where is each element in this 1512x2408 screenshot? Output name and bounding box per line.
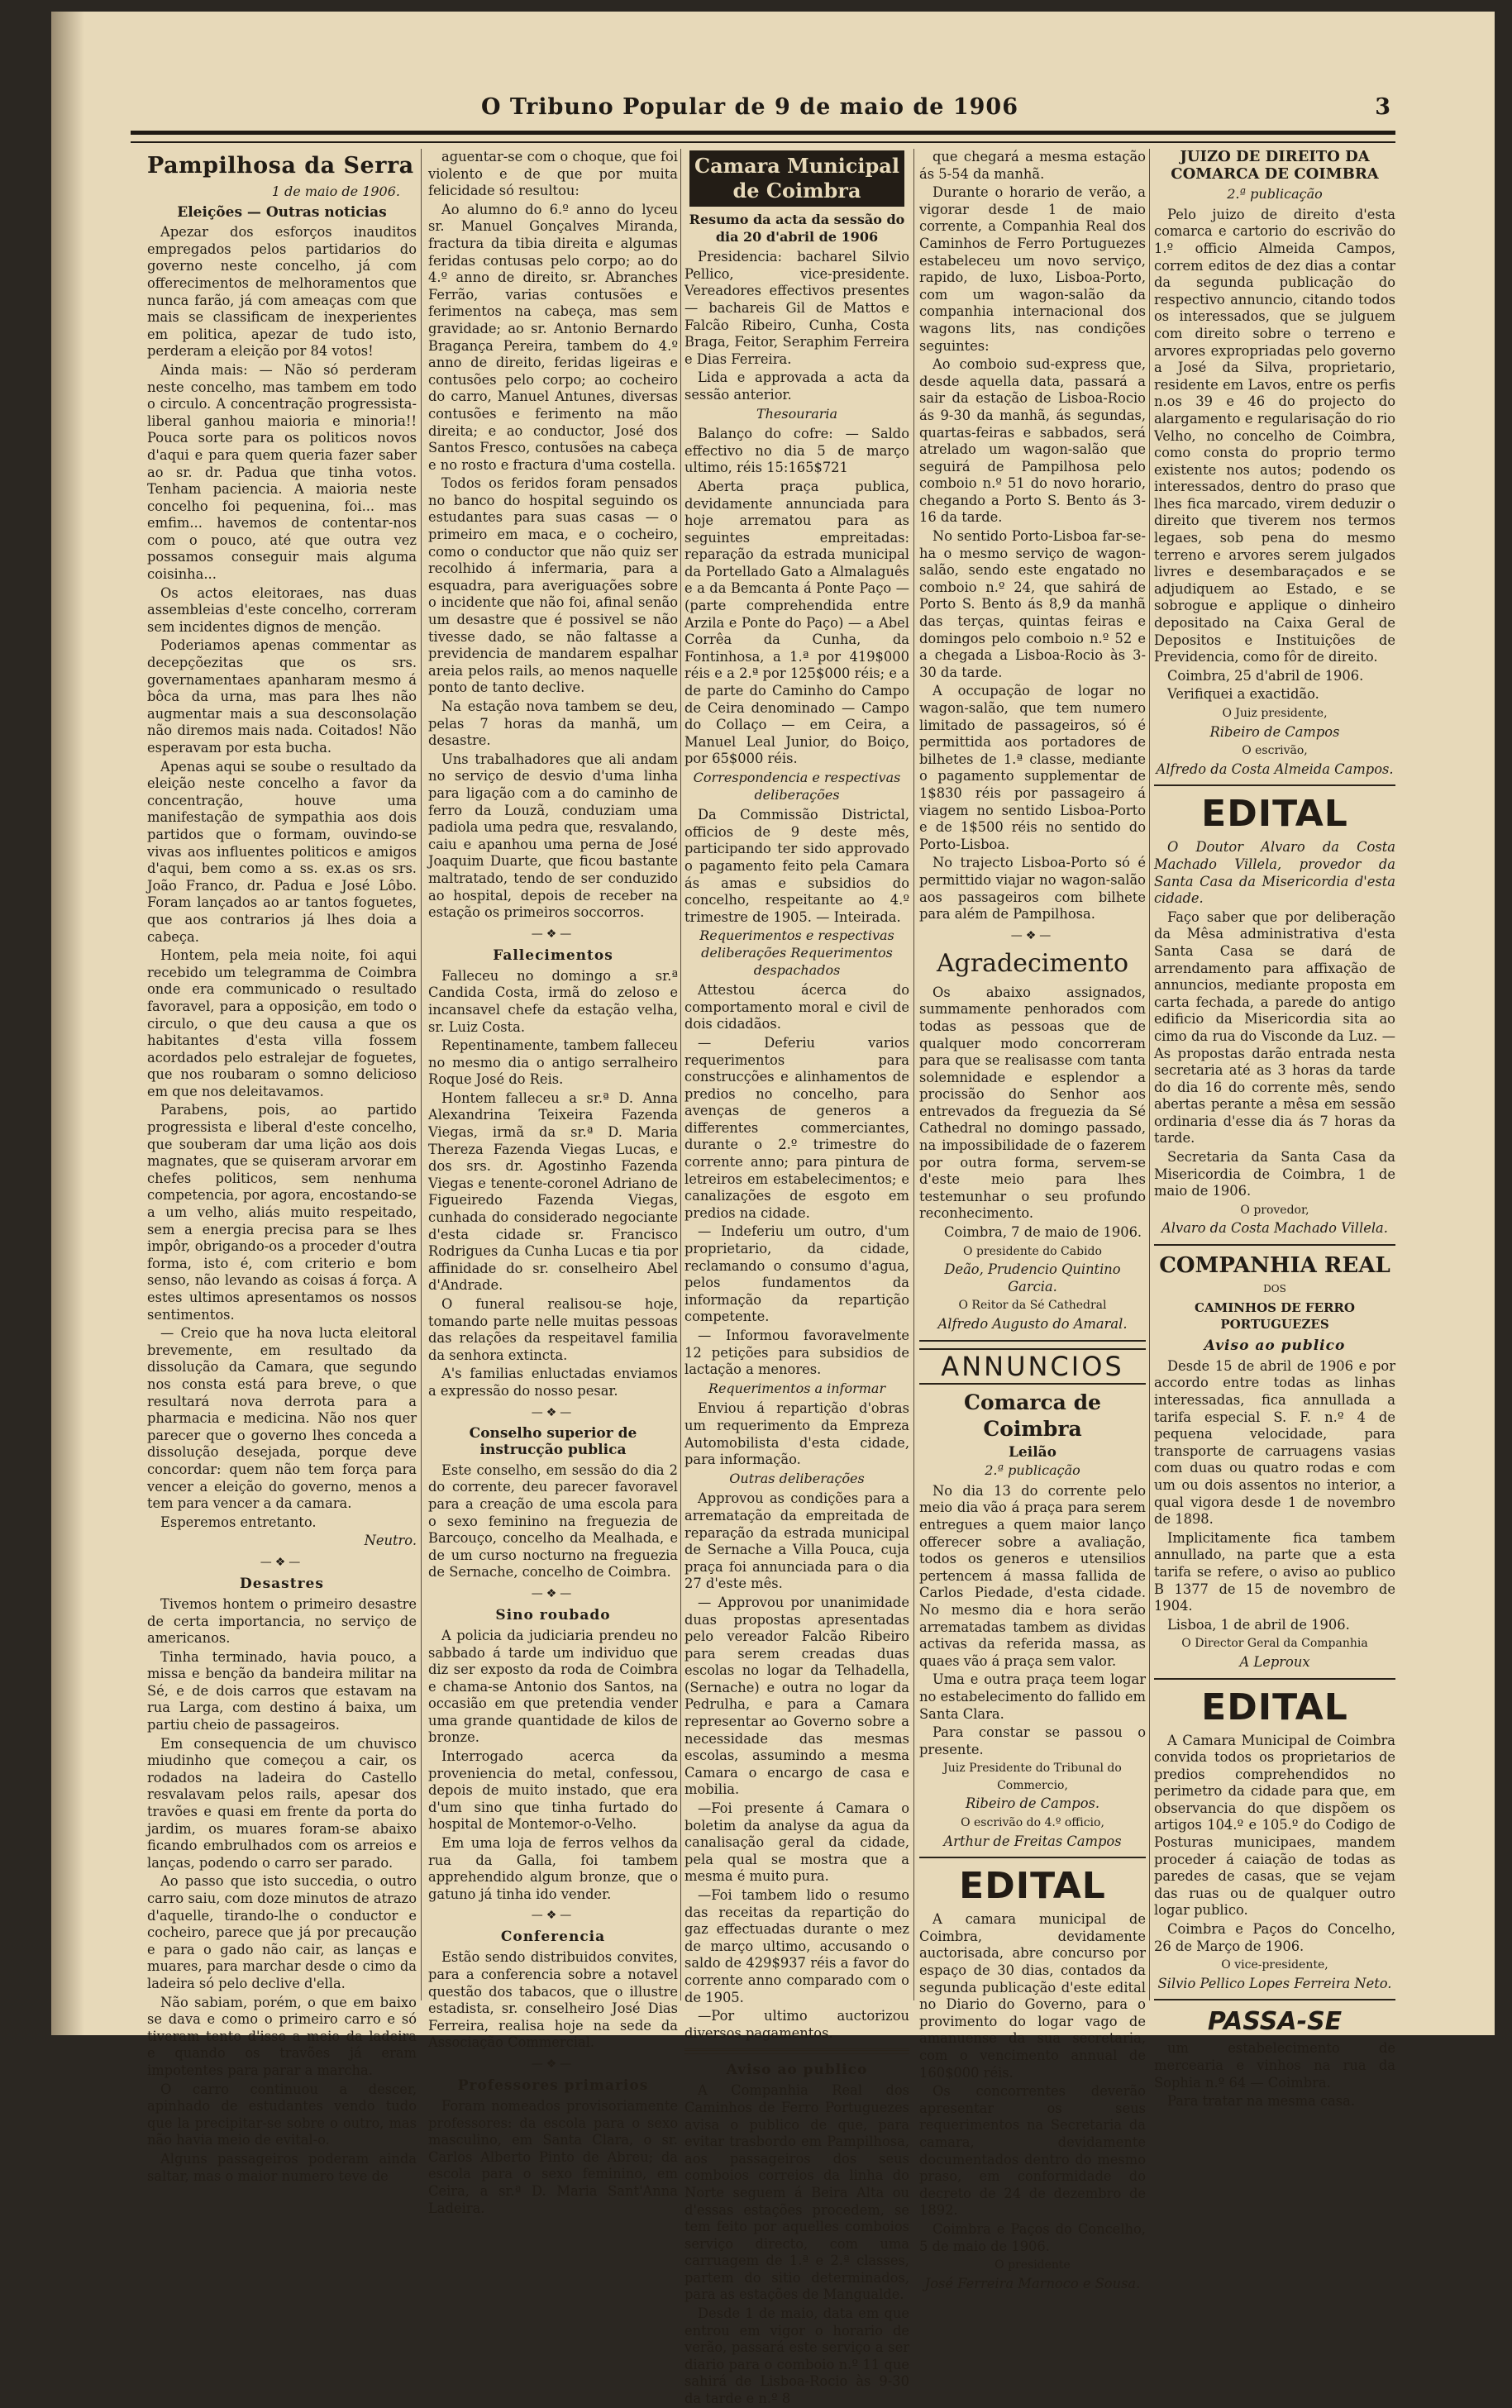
edital-title: EDITAL <box>959 1865 1106 1908</box>
paragraph: A Camara Municipal de Coimbra convida todos os proprietarios de predios comprehendidos no perimetro da cidade para que, em observancia do que dispõem os artigos 104.º e 105.º do Codigo de Posturas municipaes, mandem proceder á caiação de todas as paredes de casas, que se vejam das ruas ou de qualquer outro logar publico. <box>1154 1732 1395 1919</box>
passase-title: PASSA-SE <box>1207 2007 1343 2037</box>
paragraph: A Companhia Real dos Caminhos de Ferro Portuguezes avisa o publico de que, para evitar trasbordo em Pampilhosa, aos passageiros dos seus comboios correios da linha do Norte seguem á Beira Alta ou d'essas estações procedem, se tem feito por aquelles comboios serviço directo, com uma carruagem de 1.ª e 2.ª classes, partem do sitio determinados, para as estações de Mangualde. <box>684 2082 909 2303</box>
section-title-conselho: Conselho superior de instrucção publica <box>469 1424 637 1459</box>
section-rule <box>919 1340 1146 1342</box>
subsection-outras: Outras deliberações <box>729 1470 865 1486</box>
signature-role: Juiz Presidente do Tribunal do Commercio, <box>943 1762 1122 1792</box>
paragraph: Os abaixo assignados, summamente penhorados com todas as pessoas que de qualquer modo concorreram para que se realisasse com tanta solemnidade e esplendor a procissão do Senhor aos entrevados da freguezia da Sé Cathedral no domingo passado, na impossibilidade de o fazerem por outra forma, servem-se d'este meio para lhes testemunhar o seu profundo reconhecimento. <box>919 984 1146 1222</box>
paragraph: No sentido Porto-Lisboa far-se-ha o mesmo serviço de wagon-salão, sendo este engatado no comboio n.º 24, que sahirá de Porto S. Bento ás 8,9 da manhã das terças, quintas feiras e domingos pelo comboio n.º 52 e a chegada a Lisboa-Rocio às 3-30 da tarde. <box>919 528 1146 680</box>
article-body <box>919 149 1146 923</box>
article-subtitle: Resumo da acta da sessão do dia 20 d'abril de 1906 <box>689 212 905 245</box>
article-body <box>919 1483 1146 1759</box>
signature: Arthur de Freitas Campos <box>943 1833 1122 1849</box>
paragraph: — Creio que ha nova lucta eleitoral brevemente, em resultado da dissolução da Camara, que segundo nos consta está para breve, o que resultará nova derrota para a pharmacia e medicina. Não nos quer parecer que o governo lhes conceda a dissolução desejada, porque deve concordar: quem não tem força para vencer a eleição do governo, menos a tem para vencer a da camara. <box>147 1325 417 1512</box>
paragraph: Lisboa, 1 de abril de 1906. <box>1167 1616 1350 1633</box>
column-2 <box>428 149 678 2216</box>
article-body <box>1154 1733 1395 1956</box>
paragraph: Os concorrentes deverão apresentar os seus requerimentos na Secretaria da camara, devidamente documentados dentro do mesmo praso, em conformidade do decreto de 24 de dezembro de 1892. <box>919 2083 1146 2219</box>
paragraph: Lida e approvada a acta da sessão anterior. <box>684 370 909 403</box>
edital-title: EDITAL <box>1201 793 1348 836</box>
article-body <box>919 1911 1146 2255</box>
article-body <box>428 1462 678 1581</box>
signature-role: O Director Geral da Companhia <box>1181 1637 1368 1651</box>
signature: Alvaro da Costa Machado Villela. <box>1161 1220 1388 1237</box>
paragraph: Este conselho, em sessão do dia 2 do corrente, deu parecer favoravel para a creação de uma escola para o sexo feminino na freguezia de Barcouço, concelho da Mealhada, e de um curso nocturno na freguezia de Sernache, concelho de Coimbra. <box>428 1461 678 1581</box>
paragraph: Interrogado acerca da proveniencia do metal, confessou, depois de muito instado, que era d'um sino que tinha furtado do hospital de Montemor-o-Velho. <box>428 1748 678 1833</box>
paragraph: A occupação de logar no wagon-salão, que tem numero limitado de passageiros, só é permittida aos portadores de bilhetes de 1.ª classe, mediante o pagamento supplementar de 1$830 réis por passageiro á viagem no sentido Lisboa-Porto e de 1$500 réis no sentido do Porto-Lisboa. <box>919 683 1146 852</box>
signature-role: O Juiz presidente, <box>1222 707 1328 720</box>
paragraph: Em uma loja de ferros velhos da rua da Galla, foi tambem apprehendido algum bronze, que o gatuno já tinha ido vender. <box>428 1835 678 1902</box>
column-3 <box>684 149 909 2407</box>
paragraph: Approvou as condições para a arrematação da empreitada de reparação da estrada municipal de Sernache a Villa Pouca, cuja praça foi annunciada para o dia 27 d'este mês. <box>684 1490 909 1592</box>
paragraph: Durante o horario de verão, a vigorar desde 1 de maio corrente, a Companhia Real dos Caminhos de Ferro Portuguezes estabeleceu um novo serviço, rapido, de luxo, Lisboa-Porto, com um wagon-salão da companhia internacional dos wagons lits, nas condições seguintes: <box>919 184 1146 354</box>
paragraph: que chegará a mesma estação ás 5-54 da manhã. <box>919 149 1146 182</box>
paragraph: Apezar dos esforços inauditos empregados pelos partidarios do governo neste concelho, já com offerecimentos de melhoramentos que nunca farão, já com ameaças com que mais se classificam de inexperientes em politica, apezar de tudo isto, perderam a eleição por 84 votos! <box>147 224 417 360</box>
section-title-professores: Professores primarios <box>457 2077 649 2094</box>
article-body <box>428 968 678 1400</box>
paragraph: Presidencia: bacharel Silvio Pellico, vice-presidente. Vereadores effectivos presentes — bachareis Gil de Mattos e Falcão Ribeiro, Cunha, Costa Braga, Feitor, Seraphim Ferreira e Dias Ferreira. <box>684 249 909 367</box>
subsection-informar: Requerimentos a informar <box>708 1380 886 1396</box>
paragraph: — Deferiu varios requerimentos para construcções e alinhamentos de predios no concelho, para avenças de generos a differentes commerciantes, durante o 2.º trimestre do corrente anno; para pintura de letreiros em estabelecimentos; e canalizações de esgoto em predios na cidade. <box>684 1034 909 1221</box>
paragraph: Balanço do cofre: — Saldo effectivo no dia 5 de março ultimo, réis 15:165$721 <box>684 426 909 476</box>
running-header <box>117 94 1390 129</box>
paragraph: Ao alumno do 6.º anno do lyceu sr. Manuel Gonçalves Miranda, fractura da tibia direita e algumas feridas contusas pelo corpo; ao do 4.º anno de direito, sr. Abranches Ferrão, varias contusões e ferimentos na cabeça, mas sem gravidade; ao sr. Antonio Bernardo Bragança Pereira, tambem do 4.º anno de direito, feridas ligeiras e contusões pelo corpo; ao cocheiro do carro, Manuel Antunes, diversas contusões e ferimento na mão direita; e ao conductor, José dos Santos Fresco, contusões na cabeça e no rosto e fractura d'uma costella. <box>428 201 678 473</box>
ornament: —❖— <box>531 1586 575 1600</box>
paragraph: Coimbra e Paços do Concelho, 5 de maio de 1906. <box>919 2220 1146 2254</box>
column-divider <box>1149 149 1150 2000</box>
paragraph: Faço saber que por deliberação da Mêsa administrativa d'esta Santa Casa se dará de arrendamento para affixação de annuncios, mediante proposta em carta fechada, a parede do antigo edificio da Misericordia sita ao cimo da rua do Visconde da Luz. — As propostas darão entrada nesta secretaria até as 3 horas da tarde do dia 16 do corrente mês, sendo abertas perante a mêsa em sessão ordinaria d'esse dia ás 7 horas da tarde. <box>1154 908 1395 1147</box>
article-heading: Eleições — Outras noticias <box>177 203 387 221</box>
paragraph: O funeral realisou-se hoje, tomando parte nelle muitas pessoas das relações da respeitavel familia da senhora extincta. <box>428 1296 678 1363</box>
section-title-sino: Sino roubado <box>495 1606 611 1624</box>
paragraph: um estabelecimento de mercearia e vinhos na rua da Sophia n.º 64 — Coimbra. <box>1154 2040 1395 2091</box>
paragraph: Hontem falleceu a sr.ª D. Anna Alexandrina Teixeira Fazenda Viegas, irmã da sr.ª D. Maria Thereza Fazenda Viegas Lucas, e dos srs. dr. Agostinho Fazenda Viegas e tenente-coronel Adriano de Figueiredo Fazenda Viegas, cunhada do considerado negociante d'esta cidade sr. Francisco Rodrigues da Cunha Lucas e tia por affinidade do sr. conselheiro Abel d'Andrade. <box>428 1090 678 1294</box>
signature: Alfredo da Costa Almeida Campos. <box>1156 761 1394 777</box>
paragraph: O carro continuou a descer, apinhado de estudantes vendo tudo que la precipitar-se sobre o outro, mas não havia meio de evital-o. <box>147 2081 417 2148</box>
article-body <box>684 807 909 926</box>
paragraph: A's familias enluctadas enviamos a expressão do nosso pesar. <box>428 1366 678 1399</box>
paragraph: Enviou á repartição d'obras um requerimento da Empreza Automobilista d'esta cidade, para informação. <box>684 1400 909 1468</box>
paragraph: Todos os feridos foram pensados no banco do hospital seguindo os estudantes para suas casas — o primeiro em maca, e o cocheiro, como o conductor que não quiz ser recolhido á infermaria, para a esquadra, para averiguações sobre o incidente que não foi, afinal senão um desastre que é possivel se não tivesse dado, se não faltasse a previdencia de mandarem espalhar areia pelos rails, ao menos naquelle ponto de tanto declive. <box>428 475 678 696</box>
signature-role: O Reitor da Sé Cathedral <box>958 1299 1107 1313</box>
article-body <box>684 1490 909 2042</box>
paragraph: No trajecto Lisboa-Porto só é permittido viajar no wagon-salão aos passageiros com bilhete para além de Pampilhosa. <box>919 855 1146 923</box>
section-rule <box>1154 784 1395 786</box>
signature: Silvio Pellico Lopes Ferreira Neto. <box>1157 1975 1392 1991</box>
dateline: 1 de maio de 1906. <box>271 184 400 199</box>
signature-role: O vice-presidente, <box>1221 1958 1328 1972</box>
paragraph: Verifiquei a exactidão. <box>1167 686 1319 703</box>
paragraph: Falleceu no domingo a sr.ª Candida Costa, irmã do zeloso e incansavel chefe da estação velha, sr. Luiz Costa. <box>428 967 678 1035</box>
paragraph: Da Commissão Districtal, officios de 9 deste mês, participando ter sido approvado o pagamento feito pela Camara ás amas e subsidios do concelho, respeitante ao 4.º trimestre de 1905. — Inteirada. <box>684 807 909 925</box>
article-body <box>147 224 417 1531</box>
article-body <box>1154 909 1395 1200</box>
signature-role: O provedor, <box>1240 1203 1309 1217</box>
subsection-requerimentos: Requerimentos e respectivas deliberações Requerimentos despachados <box>699 927 894 978</box>
subsection-correspondencia: Correspondencia e respectivas deliberações <box>693 770 901 803</box>
ornament: —❖— <box>531 1405 575 1419</box>
paragraph: —Foi tambem lido o resumo das receitas da repartição do gaz effectuadas durante o mez de março ultimo, accusando o saldo de 429$937 réis a favor do corrente anno comparado com o de 1905. <box>684 1887 909 2005</box>
agradecimento-date: Coimbra, 7 de maio de 1906. <box>944 1224 1142 1241</box>
paragraph: No dia 13 do corrente pelo meio dia vão á praça para serem entregues a quem maior lanço offerecer sobre a avaliação, todos os generos e utensilios pertencem á massa fallida de Carlos Piedade, d'esta cidade. No mesmo dia e hora serão arrematadas tambem as dividas activas da referida massa, as quaes vão á praça sem valor. <box>919 1482 1146 1669</box>
aviso-title: Aviso ao publico <box>1204 1337 1346 1354</box>
signature: A Leproux <box>1239 1653 1310 1670</box>
juizo-title: JUIZO DE DIREITO DA COMARCA DE COIMBRA <box>1171 148 1379 183</box>
article-body <box>684 982 909 1379</box>
paragraph: Estão sendo distribuidos convites, para a conferencia sobre a notavel questão dos tabacos, que o illustre estadista, sr. conselheiro José Dias Ferreira, realisa hoje na sede da Associação Commercial. <box>428 1949 678 2051</box>
article-body <box>1154 1358 1395 1634</box>
paragraph: Hontem, pela meia noite, foi aqui recebido um telegramma de Coimbra onde era communicado o resultado favoravel, para a opposição, em todo o circulo, o que deu causa a que os habitantes d'esta villa fossem acordados pelo estralejar de foguetes, que nos roubaram o somno delicioso em que nos deleitavamos. <box>147 947 417 1099</box>
paragraph: Uns trabalhadores que ali andam no serviço de desvio d'uma linha para ligação com a do caminho de ferro da Louzã, conduziam uma padiola uma pedra que, resvalando, caiu e apanhou uma perna de José Joaquim Duarte, que ficou bastante maltratado, tendo de ser conduzido ao hospital, depois de receber na estação os primeiros soccorros. <box>428 751 678 921</box>
paragraph: Tivemos hontem o primeiro desastre de certa importancia, no serviço de americanos. <box>147 1595 417 1647</box>
edital-intro: O Doutor Alvaro da Costa Machado Villela, provedor da Santa Casa da Misericordia d'esta cidade. <box>1154 839 1395 907</box>
paragraph: —Foi presente á Camara o boletim da analyse da agua da canalisação geral da cidade, pela qual se mostra que a mesma é muito pura. <box>684 1800 909 1885</box>
article-body <box>684 426 909 768</box>
paragraph: Desde 1 de maio, data em que entrou em vigor o horario de verão, passará este serviço a ser diario para o comboio n.º 11 que sahirá de Lisboa-Rocio às 9-30 da tarde e n.º 8 <box>684 2305 909 2407</box>
paragraph: Implicitamente fica tambem annullado, na parte que a esta tarifa se refere, o aviso ao publico B 1377 de 15 de novembro de 1904. <box>1154 1529 1395 1614</box>
companhia-title: COMPANHIA REAL <box>1159 1253 1390 1279</box>
paragraph: Aberta praça publica, devidamente annunciada para hoje arrematou para as seguintes empreitadas: reparação da estrada municipal da Portellado Gato a Almalaguês e a da Bemcanta á Ponte Paço — (parte comprehendida entre Arzila e Ponte do Paço) — a Abel Corrêa da Cunha, da Fontinhosa, a 1.ª por 419$000 réis e a 2.ª por 125$000 réis; e a de parte do Caminho do Campo de Ceira denominado — Campo do Collaço — em Ceira, a Manuel Leal Junior, do Boiço, por 65$000 réis. <box>684 478 909 767</box>
paragraph: Para constar se passou o presente. <box>919 1724 1146 1757</box>
paragraph: Uma e outra praça teem logar no estabelecimento do fallido em Santa Clara. <box>919 1671 1146 1722</box>
ornament: —❖— <box>531 927 575 941</box>
paragraph: A policia da judiciaria prendeu no sabbado á tarde um individuo que diz ser exposto da roda de Coimbra e chama-se Antonio dos Santos, na occasião em que pretendia vender uma grande quantidade de kilos de bronze. <box>428 1627 678 1746</box>
newspaper-page <box>51 12 1495 2407</box>
signature: José Ferreira Marnoco e Sousa. <box>924 2275 1141 2291</box>
leilao-title: Leilão <box>1008 1443 1057 1461</box>
paragraph: — Informou favoravelmente 12 petições para subsidios de lactação a menores. <box>684 1328 909 1378</box>
paragraph: — Approvou por unanimidade duas propostas apresentadas pelo vereador Falcão Ribeiro para serem creadas duas escolas no logar da Telhadella, (Sernache) e outra no logar da Pedrulha, e para a Camara representar ao Governo sobre a necessidade das mesmas escolas, assumindo a mesma Camara o encargo de casa e mobilia. <box>684 1594 909 1798</box>
signature-role: O escrivão do 4.º officio, <box>961 1816 1104 1830</box>
column-4 <box>919 149 1146 2291</box>
paragraph: Poderiamos apenas commentar as decepçõezitas que os srs. governamentaes apanharam mesmo á bôca da urna, mas para lhes não augmentar mais a sua desconsolação não diremos mais nada. Coitados! Não esperavam por esta bucha. <box>147 637 417 756</box>
paragraph: Alguns passageiros poderam ainda saltar, mas o maior numero teve de <box>147 2150 417 2184</box>
signature-role: O presidente <box>994 2258 1071 2272</box>
section-rule <box>1154 1678 1395 1680</box>
signature-role: O presidente do Cabido <box>963 1244 1102 1258</box>
signature: Ribeiro de Campos. <box>965 1795 1100 1812</box>
paragraph: Pelo juizo de direito d'esta comarca e cartorio do escrivão do 1.º officio Almeida Campos, correm editos de dez dias a contar da segunda publicação do respectivo annuncio, citando todos os interessados, que se julguem com direito sobre o terreno e arvores expropriadas pelo governo a José da Silva, proprietario, residente em Lavos, entre os perfis n.os 39 e 46 do projecto do alargamento e regularisação do rio Velho, no concelho de Coimbra, como consta do proprio termo existente nos autos; podendo os interessados, dentro do praso que lhes fica marcado, virem deduzir o direito que tiverem nos termos legaes, sob pena do mesmo terreno e arvores serem julgados livres e desembaraçados e se adjudiquem ao Estado, e se sobrogue e applique o dinheiro depositado na Caixa Geral de Depositos e Instituições de Previdencia, como fôr de direito. <box>1154 206 1395 665</box>
companhia-subtitle: CAMINHOS DE FERRO PORTUGUEZES <box>1195 1299 1355 1333</box>
ornament: —❖— <box>1010 928 1055 942</box>
paragraph: Esperemos entretanto. <box>160 1514 317 1530</box>
paragraph: Attestou ácerca do comportamento moral e civil de dois cidadãos. <box>684 982 909 1032</box>
paragraph: Desde 15 de abril de 1906 e por accordo entre todas as linhas interessadas, fica annullada a tarifa especial S. F. n.º 4 de pequena velocidade, para transporte de carruagens vasias com duas ou quatro rodas e com um ou dois assentos no interior, a qual vigora desde 1 de novembro de 1898. <box>1154 1357 1395 1528</box>
signature-role: O escrivão, <box>1242 744 1308 758</box>
column-divider <box>421 149 422 2000</box>
section-title-conferencia: Conferencia <box>500 1929 606 1946</box>
column-5 <box>1154 148 1395 2110</box>
article-body <box>1154 2040 1395 2110</box>
paragraph: Não sabiam, porém, o que em baixo se dava e como o primeiro carro e só tiveram tento d'isso a meio da ladeira e quando os travões já eram impotentes para parar a marcha. <box>147 1994 417 2078</box>
annuncios-banner: ANNUNCIOS <box>919 1348 1146 1385</box>
paragraph: Os actos eleitoraes, nas duas assembleias d'este concelho, correram sem incidentes dignos de menção. <box>147 584 417 635</box>
paragraph: Coimbra e Paços do Concelho, 26 de Março de 1906. <box>1154 1921 1395 1954</box>
publication-note: 2.ª publicação <box>1227 186 1323 203</box>
section-title-agradecimento: Agradecimento <box>936 948 1129 978</box>
paragraph: Ao passo que isto succedia, o outro carro saiu, com doze minutos de atrazo d'aquelle, tirando-lhe o conductor e cocheiro, parece que já por precaução e para o gado não cair, as lanças e muares, para marchar desde o cimo da ladeira só pelo declive d'ella. <box>147 1873 417 1991</box>
paragraph: Em consequencia de um chuvisco miudinho que começou a cair, os rodados na ladeira do Castello resvalavam pelos rails, apesar dos travões e quasi em frente da porta do jardim, os muares foram-se abaixo ficando embrulhados com os arreios e lanças, podendo o carro ser parado. <box>147 1735 417 1871</box>
section-rule <box>684 2048 909 2054</box>
paragraph: Secretaria da Santa Casa da Misericordia de Coimbra, 1 de maio de 1906. <box>1154 1149 1395 1199</box>
article-body <box>428 149 678 922</box>
comarca-title: Comarca de Coimbra <box>964 1390 1101 1441</box>
section-title-desastres: Desastres <box>240 1575 324 1592</box>
column-1 <box>147 149 417 2184</box>
article-body <box>428 1628 678 1904</box>
column-divider <box>680 149 681 2000</box>
column-divider <box>913 149 914 2000</box>
paragraph: Tinha terminado, havia pouco, a missa e benção da bandeira militar na Sé, e de dois carros que estavam na rua Larga, com destino á baixa, um partiu cheio de passageiros. <box>147 1648 417 1733</box>
article-body <box>1154 207 1395 703</box>
paragraph: —Por ultimo auctorizou diversos pagamentos. <box>684 2008 909 2041</box>
article-body <box>684 2082 909 2407</box>
section-title-falecimentos: Fallecimentos <box>493 947 613 964</box>
article-body <box>684 249 909 403</box>
paragraph: Repentinamente, tambem falleceu no mesmo dia o antigo serralheiro Roque José do Reis. <box>428 1037 678 1088</box>
ornament: —❖— <box>531 2057 575 2071</box>
header-title: O Tribuno Popular de 9 de maio de 1906 <box>481 94 1018 120</box>
section-rule <box>1154 1244 1395 1246</box>
edital-title: EDITAL <box>1201 1686 1348 1729</box>
paragraph: — Indeferiu um outro, d'um proprietario, da cidade, reclamando o consumo d'agua, pelos fundamentos da informação da repartição competente. <box>684 1223 909 1325</box>
subsection-tesouraria: Thesouraria <box>756 405 838 422</box>
paragraph: Na estação nova tambem se deu, pelas 7 horas da manhã, um desastre. <box>428 699 678 749</box>
article-body <box>684 1400 909 1468</box>
signature: Ribeiro de Campos <box>1209 723 1340 740</box>
paragraph: aguentar-se com o choque, que foi violento e de que por muita felicidade só resultou: <box>428 149 678 199</box>
paragraph: Ao comboio sud-express que, desde aquella data, passará a sair da estação de Lisboa-Rocio ás 9-30 da manhã, ás segundas, quartas-feiras e sabbados, será atrelado um wagon-salão que seguirá de Pampilhosa pelo comboio n.º 51 do novo horario, chegando a Porto S. Bento ás 3-16 da tarde. <box>919 356 1146 526</box>
article-title-pampilhosa: Pampilhosa da Serra <box>147 153 414 179</box>
ornament: —❖— <box>260 1555 304 1569</box>
signature: Deão, Prudencio Quintino Garcia. <box>944 1261 1121 1295</box>
paragraph: Parabens, pois, ao partido progressista e liberal d'este concelho, que souberam dar uma lição aos dois magnates, que se quiseram arvorar em chefes politicos, sem nenhuma competencia, por agora, encostando-se a um velho, aliás muito respeitado, sem a energia precisa para se lhes impôr, obrigando-os a proceder d'outra forma, isto é, com criterio e bom senso, não levando as coisas á força. A estes ultimos apresentamos os nossos sentimentos. <box>147 1102 417 1323</box>
section-title-aviso: Aviso ao publico <box>726 2062 868 2079</box>
section-rule <box>1154 1999 1395 2000</box>
signature: Alfredo Augusto do Amaral. <box>937 1316 1128 1332</box>
article-body <box>428 2098 678 2217</box>
paragraph: Para tratar na mesma casa. <box>1167 2093 1356 2110</box>
paragraph: Coimbra, 25 d'abril de 1906. <box>1167 667 1364 684</box>
section-rule <box>919 1857 1146 1858</box>
article-title-camara: Camara Municipal de Coimbra <box>689 150 904 207</box>
paragraph: Apenas aqui se soube o resultado da eleição neste concelho a favor da concentração, houve uma manifestação de sympathia aos dois partidos que o formam, ouvindo-se vivas aos influentes politicos e amigos d'aqui, bem como a ss. ex.as os srs. João Franco, dr. Padua e José Lôbo. Foram lançados ao ar tantos foguetes, que aos contrarios já lhes doia a cabeça. <box>147 758 417 945</box>
publication-note: 2.ª publicação <box>985 1462 1080 1479</box>
article-body <box>147 1596 417 2185</box>
paragraph: Ainda mais: — Não só perderam neste concelho, mas tambem em todo o circulo. A concentração progressista-liberal ganhou maioria e minoria!! Pouca sorte para os politicos novos d'aqui e para quem queria fazer saber ao sr. dr. Padua que tinha votos. Tenham paciencia. A maioria neste concelho foi pequenina, foi... mas emfim... havemos de contentar-nos com o pouco, até que outra vez possamos conseguir mais alguma coisinha... <box>147 361 417 583</box>
page-number: 3 <box>1375 94 1390 120</box>
paragraph: A camara municipal de Coimbra, devidamente auctorisada, abre concurso por espaço de 30 dias, contados da segunda publicação d'este edital no Diario do Governo, para o provimento do logar vago de amanuense da sua secretaria, com o vencimento annual de 160$000 réis. <box>919 1911 1146 2081</box>
signature: Neutro. <box>364 1533 417 1549</box>
ornament: —❖— <box>531 1909 575 1923</box>
header-rule <box>131 131 1395 143</box>
article-body <box>919 985 1146 1223</box>
paragraph: Foram nomeados provisoriamente professores: da escola para o sexo masculino, em Santa Clara, o sr. Carlos Alberto Pinto de Abreu; da escola para o sexo feminino, em Ceira, a sr.ª D. Maria Sant'Anna Ladeira. <box>428 2097 678 2216</box>
article-body <box>428 1949 678 2052</box>
companhia-dos: DOS <box>1263 1283 1286 1295</box>
